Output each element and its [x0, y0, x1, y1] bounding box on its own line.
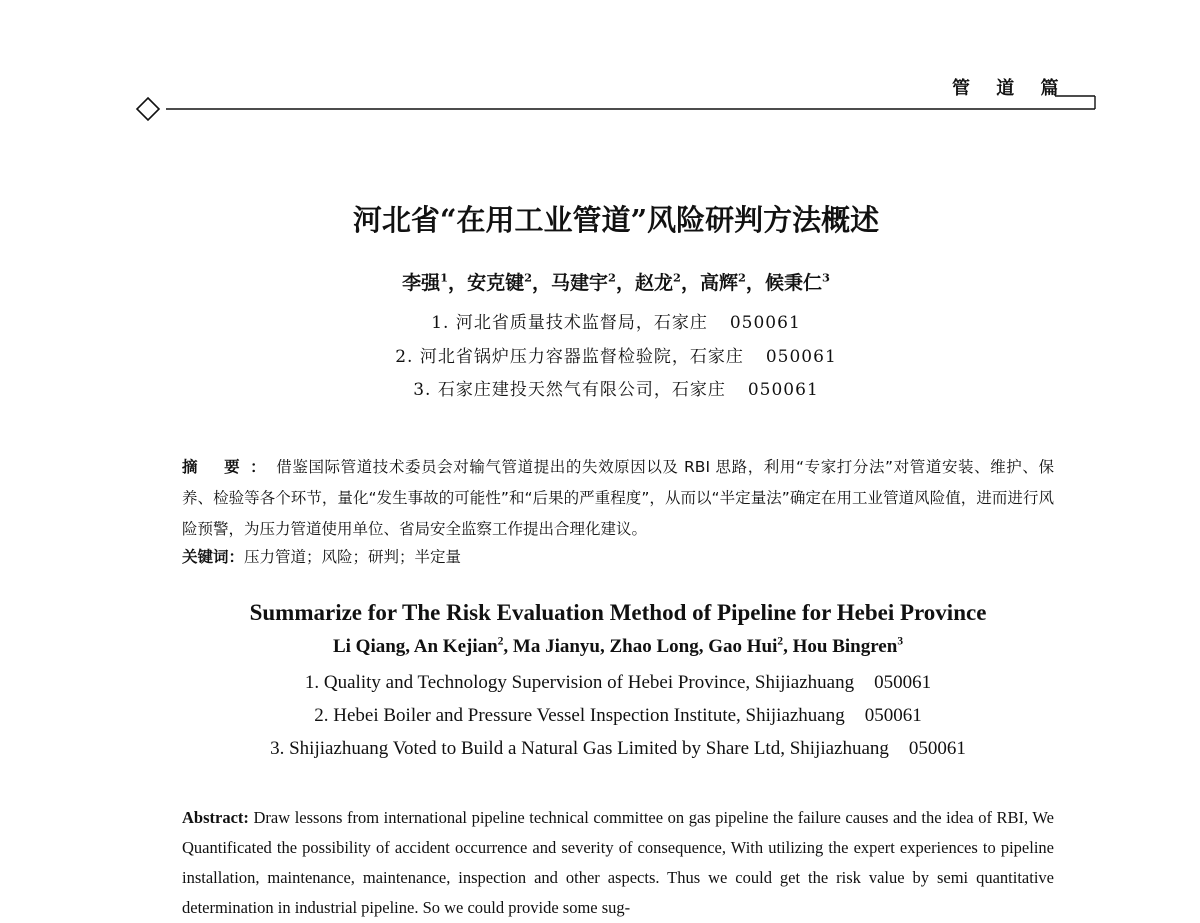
en-affiliation [0, 738, 1200, 760]
cn-affiliation [0, 342, 1200, 367]
en-affiliation-text: 3. Shijiazhuang Voted to Build a Natural Gas Limited by Share Ltd, Shijiazhuang [270, 738, 889, 759]
en-author-list: Li Qiang, An Kejian$^2$, Ma Jianyu, Zhao Long, Gao Hui$^2$, Hou Bingren$^3$ [332, 635, 904, 657]
en-author: Hou Bingren [792, 636, 898, 657]
cn-affiliation [0, 375, 1200, 400]
en-postal-code: 050061 [864, 705, 922, 726]
en-postal-code: 050061 [908, 738, 966, 759]
en-author: Zhao Long [609, 636, 699, 657]
en-author-sup: 2 [777, 635, 784, 648]
cn-postal-code: 050061 [765, 347, 837, 367]
cn-abstract-label: 摘 要： [182, 458, 277, 476]
en-author: An Kejian [413, 636, 498, 657]
en-abstract-text: Draw lessons from international pipeline technical committee on gas pipeline the failure causes and the idea of RBI, We Quantificated the possibility of accident occurrence and severity of consequence, With utilizing the expert experiences to pipeline installation, maintenance, maintenance, inspection and other aspects. Thus we could get the risk value by semi quantitative determination in industrial pipeline. So we could provide some sug- [182, 808, 1054, 917]
paper-title: 河北省“在用工业管道”风险研判方法概述 [352, 203, 880, 237]
en-affiliation [0, 672, 1200, 694]
header-rule [0, 92, 1200, 122]
cn-author: 赵龙 [635, 272, 674, 294]
cn-author-sup: 3 [821, 270, 830, 285]
cn-author: 马建宇 [551, 272, 609, 294]
cn-author-sup: 2 [737, 270, 746, 285]
diamond-icon [137, 98, 159, 120]
en-title: Summarize for The Risk Evaluation Method of Pipeline for Hebei Province [249, 600, 987, 625]
en-affiliation-text: 2. Hebei Boiler and Pressure Vessel Inspection Institute, Shijiazhuang [314, 705, 845, 726]
en-author: Gao Hui [708, 636, 778, 657]
cn-keywords-label: 关键词： [182, 548, 245, 566]
cn-author-sup: 2 [608, 270, 616, 285]
cn-author-sup: 1 [440, 270, 449, 285]
cn-author-sup: 2 [524, 270, 533, 285]
cn-affiliation-text: 3. 石家庄建投天然气有限公司，石家庄 [413, 380, 726, 400]
section-header: 管 道 篇 [952, 78, 1069, 99]
cn-affiliation-text: 1. 河北省质量技术监督局，石家庄 [431, 313, 708, 333]
cn-affiliation-text: 2. 河北省锅炉压力容器监督检验院，石家庄 [395, 347, 744, 367]
cn-author: 高辉 [699, 272, 738, 294]
cn-author-sup: 2 [673, 270, 681, 285]
cn-author: 候秉仁 [764, 272, 822, 294]
en-author-sup: 3 [897, 635, 904, 648]
cn-postal-code: 050061 [729, 313, 801, 333]
en-affiliation [0, 705, 1200, 727]
cn-affiliation [0, 308, 1200, 333]
cn-abstract-text: 借鉴国际管道技术委员会对输气管道提出的失效原因以及 RBI 思路，利用“专家打分法”对管道安装、维护、保养、检验等各个环节，量化“发生事故的可能性”和“后果的严重程度”，从而以“半定量法”确定在用工业管道风险值，进而进行风险预警，为压力管道使用单位、省局安全监察工作提出合理化建议。 [182, 458, 1054, 538]
en-author: Ma Jianyu [512, 636, 600, 657]
cn-postal-code: 050061 [747, 380, 819, 400]
cn-keywords-text: 压力管道；风险；研判；半定量 [244, 548, 462, 566]
cn-keywords [182, 545, 1054, 569]
cn-author: 安克键 [467, 272, 525, 294]
en-affiliation-text: 1. Quality and Technology Supervision of Hebei Province, Shijiazhuang [304, 672, 855, 693]
cn-author: 李强 [402, 272, 441, 294]
en-abstract [182, 803, 1054, 923]
en-abstract-label: Abstract: [182, 808, 249, 827]
en-postal-code: 050061 [874, 672, 932, 693]
cn-abstract [182, 452, 1054, 545]
cn-author-list: 李强$^1$，安克键$^2$，马建宇$^2$，赵龙$^2$，高辉$^2$，候秉仁$^3$ [402, 270, 830, 294]
en-author: Li Qiang [332, 636, 406, 657]
en-author-sup: 2 [497, 635, 504, 648]
